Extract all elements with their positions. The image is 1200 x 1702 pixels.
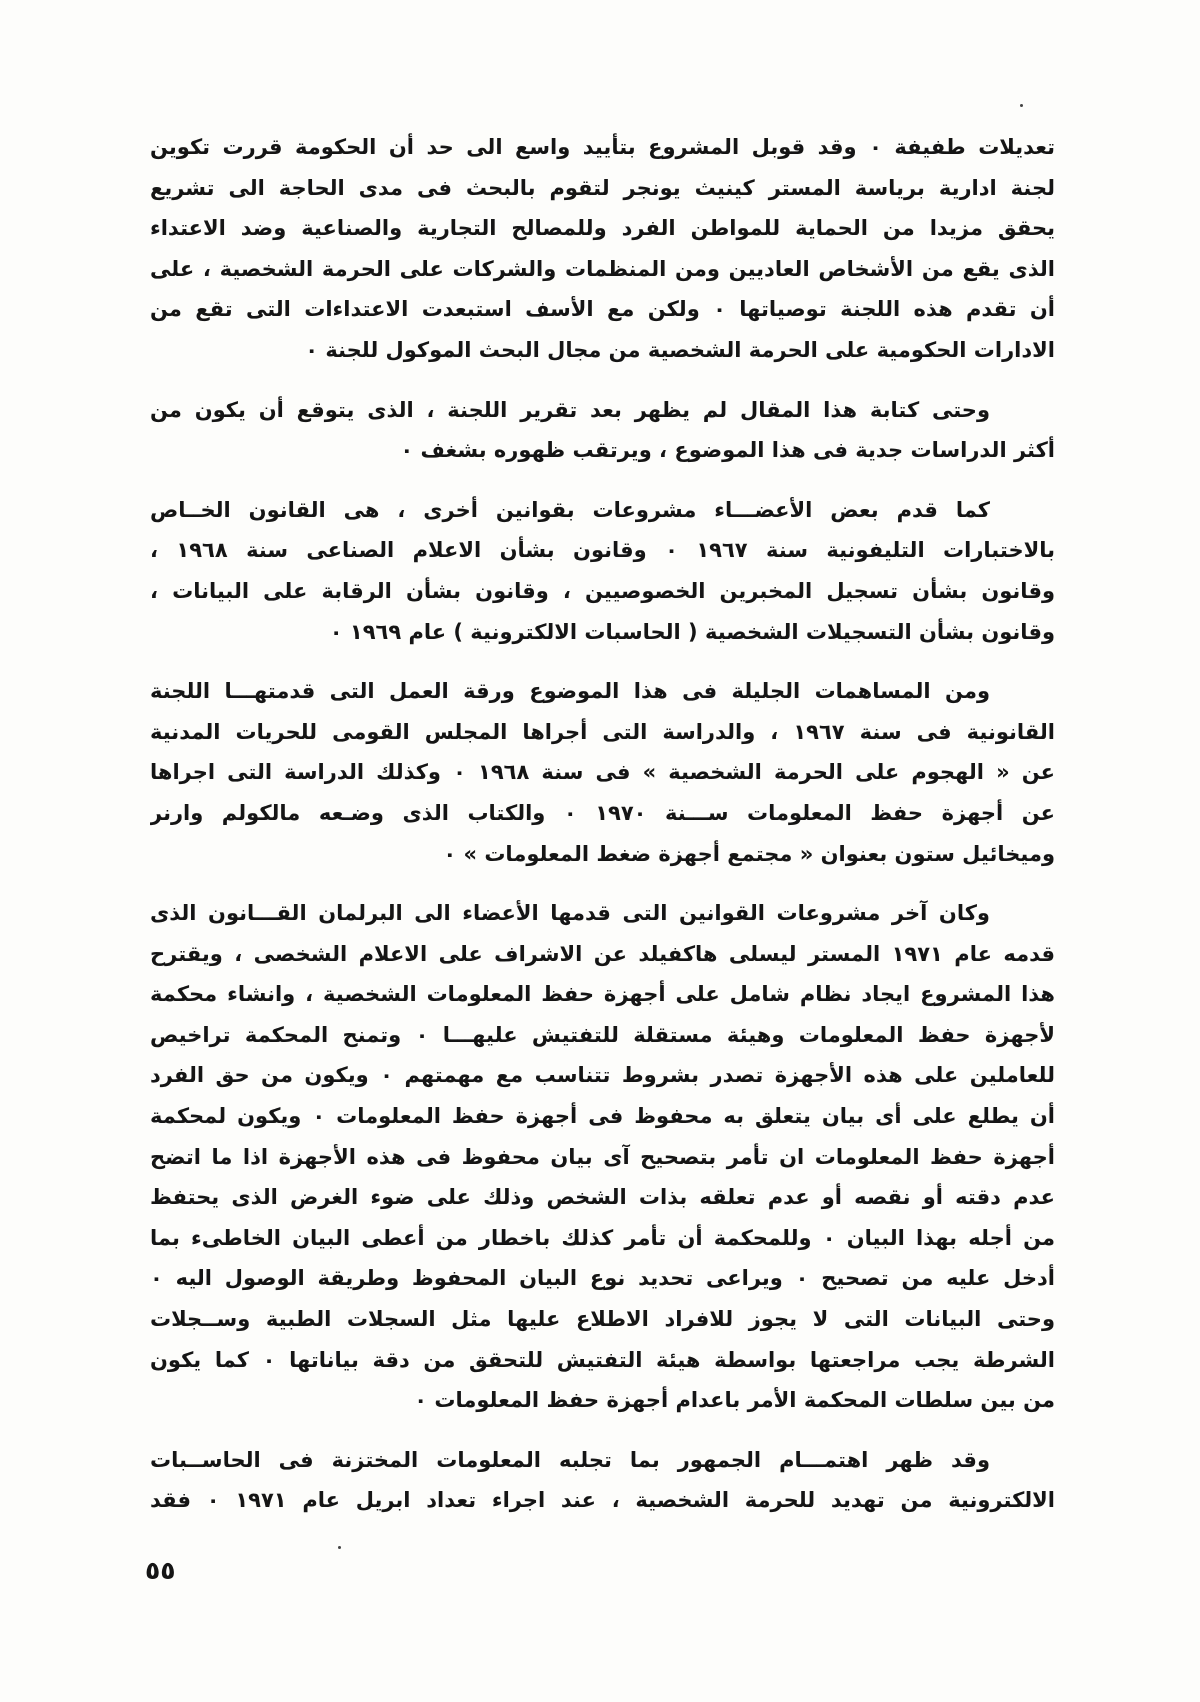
paragraph <box>150 390 1055 471</box>
text-line: بالاختبارات التليفونية سنة ١٩٦٧ ٠ وقانون بشأن الاعلام الصناعى سنة ١٩٦٨ ، <box>150 538 1055 563</box>
paragraph <box>150 671 1055 874</box>
text-line: قدمه عام ١٩٧١ المستر ليسلى هاكفيلد عن الاشراف على الاعلام الشخصى ، ويقترح <box>150 941 1055 966</box>
text-line: وقد ظهر اهتمـــام الجمهور بما تجلبه المعلومات المختزنة فى الحاســبات <box>150 1447 990 1472</box>
scan-speck <box>338 1546 341 1549</box>
text-line: ومن المساهمات الجليلة فى هذا الموضوع ورقة العمل التى قدمتهـــا اللجنة <box>150 679 990 704</box>
text-line: الذى يقع من الأشخاص العاديين ومن المنظمات والشركات على الحرمة الشخصية ، على <box>150 256 1055 281</box>
text-line: القانونية فى سنة ١٩٦٧ ، والدراسة التى أجراها المجلس القومى للحريات المدنية <box>150 719 1055 744</box>
text-line: عن « الهجوم على الحرمة الشخصية » فى سنة ١٩٦٨ ٠ وكذلك الدراسة التى اجراها <box>150 760 1055 785</box>
page-number: ٥٥ <box>145 1556 176 1585</box>
text-line: الشرطة يجب مراجعتها بواسطة هيئة التفتيش للتحقق من دقة بياناتها ٠ كما يكون <box>150 1347 1055 1372</box>
text-line: وقانون بشأن التسجيلات الشخصية ( الحاسبات الالكترونية ) عام ١٩٦٩ ٠ <box>329 619 1055 644</box>
text-line: أن تقدم هذه اللجنة توصياتها ٠ ولكن مع الأسف استبعدت الاعتداءات التى تقع من <box>150 297 1055 322</box>
paragraph <box>150 1440 1055 1521</box>
text-line: لأجهزة حفظ المعلومات وهيئة مستقلة للتفتيش عليهـــا ٠ وتمنح المحكمة تراخيص <box>150 1022 1055 1047</box>
page-body <box>150 127 1055 1540</box>
text-line: الالكترونية من تهديد للحرمة الشخصية ، عند اجراء تعداد ابريل عام ١٩٧١ ٠ فقد <box>150 1488 1055 1513</box>
text-line: أجهزة حفظ المعلومات ان تأمر بتصحيح آى بيان محفوظ فى هذه الأجهزة اذا ما اتضح <box>150 1144 1055 1169</box>
paragraph <box>150 490 1055 652</box>
text-line: يحقق مزيدا من الحماية للمواطن الفرد وللمصالح التجارية والصناعية وضد الاعتداء <box>150 216 1055 241</box>
text-line: أكثر الدراسات جدية فى هذا الموضوع ، ويرتقب ظهوره بشغف ٠ <box>400 438 1055 463</box>
text-line: لجنة ادارية برياسة المستر كينيث يونجر لتقوم بالبحث فى مدى الحاجة الى تشريع <box>150 175 1055 200</box>
text-line: للعاملين على هذه الأجهزة تصدر بشروط تتناسب مع مهمتهم ٠ ويكون من حق الفرد <box>150 1063 1055 1088</box>
text-line: وميخائيل ستون بعنوان « مجتمع أجهزة ضغط المعلومات » ٠ <box>443 841 1055 866</box>
text-line: وقانون بشأن تسجيل المخبرين الخصوصيين ، وقانون بشأن الرقابة على البيانات ، <box>150 578 1055 603</box>
text-line: هذا المشروع ايجاد نظام شامل على أجهزة حفظ المعلومات الشخصية ، وانشاء محكمة <box>150 982 1055 1007</box>
text-line: الادارات الحكومية على الحرمة الشخصية من مجال البحث الموكول للجنة ٠ <box>305 337 1055 362</box>
text-line: وحتى كتابة هذا المقال لم يظهر بعد تقرير اللجنة ، الذى يتوقع أن يكون من <box>150 397 990 422</box>
paragraph <box>150 127 1055 371</box>
text-line: من أجله بهذا البيان ٠ وللمحكمة أن تأمر كذلك باخطار من أعطى البيان الخاطىء بما <box>150 1225 1055 1250</box>
text-line: أن يطلع على أى بيان يتعلق به محفوظ فى أجهزة حفظ المعلومات ٠ ويكون لمحكمة <box>150 1104 1055 1129</box>
text-line: وكان آخر مشروعات القوانين التى قدمها الأعضاء الى البرلمان القـــانون الذى <box>150 901 990 926</box>
text-line: عن أجهزة حفظ المعلومات ســـنة ١٩٧٠ ٠ والكتاب الذى وضـعه مالكولم وارنر <box>150 800 1055 825</box>
text-line: من بين سلطات المحكمة الأمر باعدام أجهزة حفظ المعلومات ٠ <box>414 1388 1055 1413</box>
text-line: أدخل عليه من تصحيح ٠ ويراعى تحديد نوع البيان المحفوظ وطريقة الوصول اليه ٠ <box>150 1266 1055 1291</box>
text-line: كما قدم بعض الأعضـــاء مشروعات بقوانين أخرى ، هى القانون الخــاص <box>150 497 990 522</box>
text-line: عدم دقته أو نقصه أو عدم تعلقه بذات الشخص وذلك على ضوء الغرض الذى يحتفظ <box>150 1185 1055 1210</box>
text-line: وحتى البيانات التى لا يجوز للافراد الاطلاع عليها مثل السجلات الطبية وســجلات <box>150 1307 1055 1332</box>
text-line: تعديلات طفيفة ٠ وقد قوبل المشروع بتأييد واسع الى حد أن الحكومة قررت تكوين <box>150 135 1055 159</box>
paragraph <box>150 893 1055 1421</box>
scan-speck <box>1020 104 1023 107</box>
